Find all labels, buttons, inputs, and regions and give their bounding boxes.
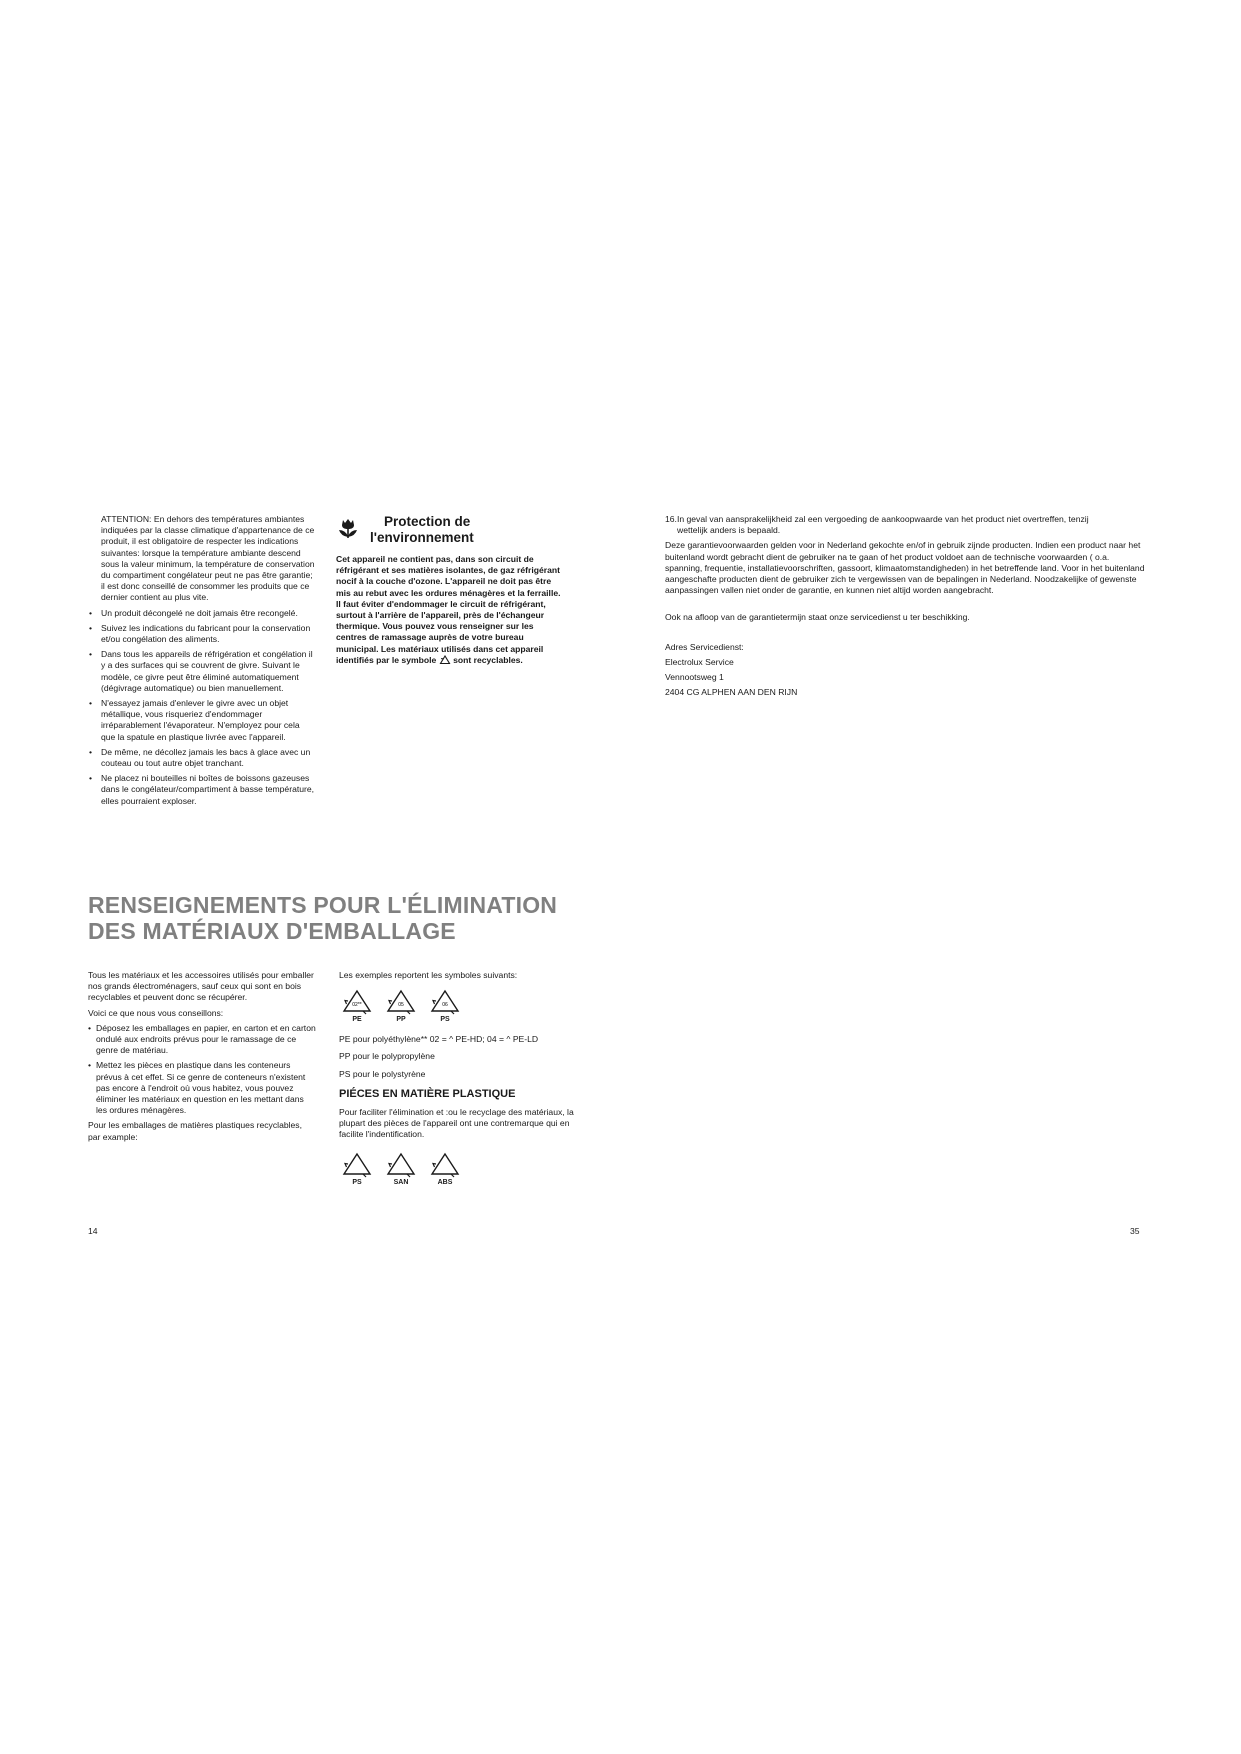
flower-icon xyxy=(336,516,360,540)
packaging-column xyxy=(88,970,316,1147)
symbol-label: PP xyxy=(396,1016,406,1024)
recycling-triangle-icon xyxy=(385,989,417,1024)
attention-paragraph: ATTENTION: En dehors des températures ambiantes indiquées par la classe climatique d'appartenance de ce produit, il est obligatoire de respecter les indications suivantes: lorsque la température ambiante descend sous la valeur minimum, la température de conservation du compartiment congélateur peut ne pas être garantie; il est donc conseillé de consommer les produits que ce dernier contient au plus vite. xyxy=(101,514,315,603)
list-item: • Suivez les indications du fabricant pour la conservation et/ou congélation des aliments. xyxy=(89,622,311,645)
svg-text:05: 05 xyxy=(398,1002,404,1009)
recycling-triangle-icon xyxy=(429,1152,461,1187)
svg-text:06: 06 xyxy=(442,1002,448,1009)
packaging-title: RENSEIGNEMENTS POUR L'ÉLIMINATION DES MATÉRIAUX D'EMBALLAGE xyxy=(88,892,558,944)
recycling-triangle-icon xyxy=(385,1152,417,1187)
svg-text:02**: 02** xyxy=(352,1002,362,1009)
attention-column xyxy=(89,514,315,811)
recycling-triangle-icon xyxy=(429,989,461,1024)
recycling-symbol-icon xyxy=(439,655,451,665)
plastics-example: Pour les emballages de matières plastiques recyclables, par example: xyxy=(88,1120,302,1142)
environment-section xyxy=(336,514,564,666)
plastic-parts-body: Pour faciliter l'élimination et :ou le recyclage des matériaux, la plupart des pièces de l'appareil ont une contremarque qui en facilite l'indentification. xyxy=(339,1106,574,1140)
list-item: • De même, ne décollez jamais les bacs à glace avec un couteau ou tout autre objet tranchant. xyxy=(89,746,311,769)
list-item: • Dans tous les appareils de réfrigération et congélation il y a des surfaces qui se couvrent de givre. Suivant le modèle, ce givre peut être éliminé automatiquement (dégivrage automatique) ou bien manuellement. xyxy=(89,649,313,693)
list-item: • Déposez les emballages en papier, en carton et en carton ondulé aux endroits prévus pour le ramassage de ce genre de matériau. xyxy=(88,1022,316,1056)
advice-intro: Voici ce que nous vous conseillons: xyxy=(88,1007,224,1018)
recycling-triangle-icon xyxy=(341,989,373,1024)
symbol-label: PS xyxy=(352,1179,362,1187)
safety-bullet-list xyxy=(89,608,315,807)
warranty-column xyxy=(665,514,1145,700)
service-address: Adres Servicedienst: Electrolux Service Vennootsweg 1 2404 CG ALPHEN AAN DEN RIJN xyxy=(665,641,798,697)
symbols-column xyxy=(339,970,575,1187)
list-item: • Un produit décongelé ne doit jamais être recongelé. xyxy=(89,607,298,618)
page-number-left: 14 xyxy=(88,1226,98,1236)
symbol-legend-pp: PP pour le polypropylène xyxy=(339,1051,435,1062)
list-item: • Mettez les pièces en plastique dans les conteneurs prévus à cet effet. Si ce genre de conteneurs n'existent pas encore à l'endroit où vous habitez, vous pouvez éliminer les matériaux en question en les mettant dans les ordures ménagères. xyxy=(88,1060,306,1116)
part-symbol-row xyxy=(341,1152,575,1187)
warranty-item-16: 16.In geval van aansprakelijkheid zal een vergoeding de aankoopwaarde van het product niet overtreffen, tenzij wettelijk anders is bepaald. xyxy=(665,514,1089,536)
warranty-paragraph: Deze garantievoorwaarden gelden voor in Nederland gekochte en/of in gebruik zijnde producten. Indien een product naar het buitenland wordt gebracht dient de gebruiker na te gaan of het product voldoet aan de technische voorwaarden ( o.a. spanning, frequentie, installatievoorschriften, gassoort, klimaatomstandigheden) in het betreffende land. Voor in het buitenland aangeschafte producten dient de gebruiker zich te vergewissen van de bepalingen in Nederland. Noodzakelijke of gewenste aanpassingen vallen niet onder de garantie, en kunnen niet altijd worden aangebracht. xyxy=(665,540,1145,596)
page-number-right: 35 xyxy=(1130,1226,1140,1236)
packaging-symbol-row xyxy=(341,989,575,1024)
symbols-intro: Les exemples reportent les symboles suivants: xyxy=(339,970,518,980)
symbol-label: ABS xyxy=(437,1179,453,1187)
environment-heading: Protection de l'environnement xyxy=(370,514,474,545)
list-item: • N'essayez jamais d'enlever le givre avec un objet métallique, vous risqueriez d'endommager irréparablement l'évaporateur. N'employez pour cela que la spatule en plastique livrée avec l'appareil. xyxy=(89,698,300,742)
environment-body: Cet appareil ne contient pas, dans son circuit de réfrigérant et ses matières isolantes, de gaz réfrigérant nocif à la couche d'ozone. L'appareil ne doit pas être mis au rebut avec les ordures ménagères et la ferraille. Il faut éviter d'endommager le circuit de réfrigérant, surtout à l'arrière de l'appareil, près de l'échangeur thermique. Vous pouvez vous renseigner sur les centres de ramassage auprès de votre bureau municipal. Les matériaux utilisés dans cet appareil identifiés par le symbole sont recyclables. xyxy=(336,554,561,665)
symbol-legend-pe: PE pour polyéthylène** 02 = ^ PE-HD; 04 = ^ PE-LD xyxy=(339,1034,539,1045)
list-item: • Ne placez ni bouteilles ni boîtes de boissons gazeuses dans le congélateur/compartiment à basse température, elles pourraient exploser. xyxy=(89,773,315,806)
service-note: Ook na afloop van de garantietermijn staat onze servicedienst u ter beschikking. xyxy=(665,612,970,623)
symbol-legend-ps: PS pour le polystyrène xyxy=(339,1068,426,1079)
packaging-intro: Tous les matériaux et les accessoires utilisés pour emballer nos grands électroménagers, sauf ceux qui sont en bois recyclables et peuvent donc se récupérer. xyxy=(88,970,314,1003)
symbol-label: PE xyxy=(352,1016,362,1024)
symbol-label: SAN xyxy=(393,1179,409,1187)
symbol-label: PS xyxy=(440,1016,450,1024)
advice-bullet-list xyxy=(88,1023,316,1117)
recycling-triangle-icon xyxy=(341,1152,373,1187)
plastic-parts-heading: PIÉCES EN MATIÈRE PLASTIQUE xyxy=(339,1087,516,1100)
